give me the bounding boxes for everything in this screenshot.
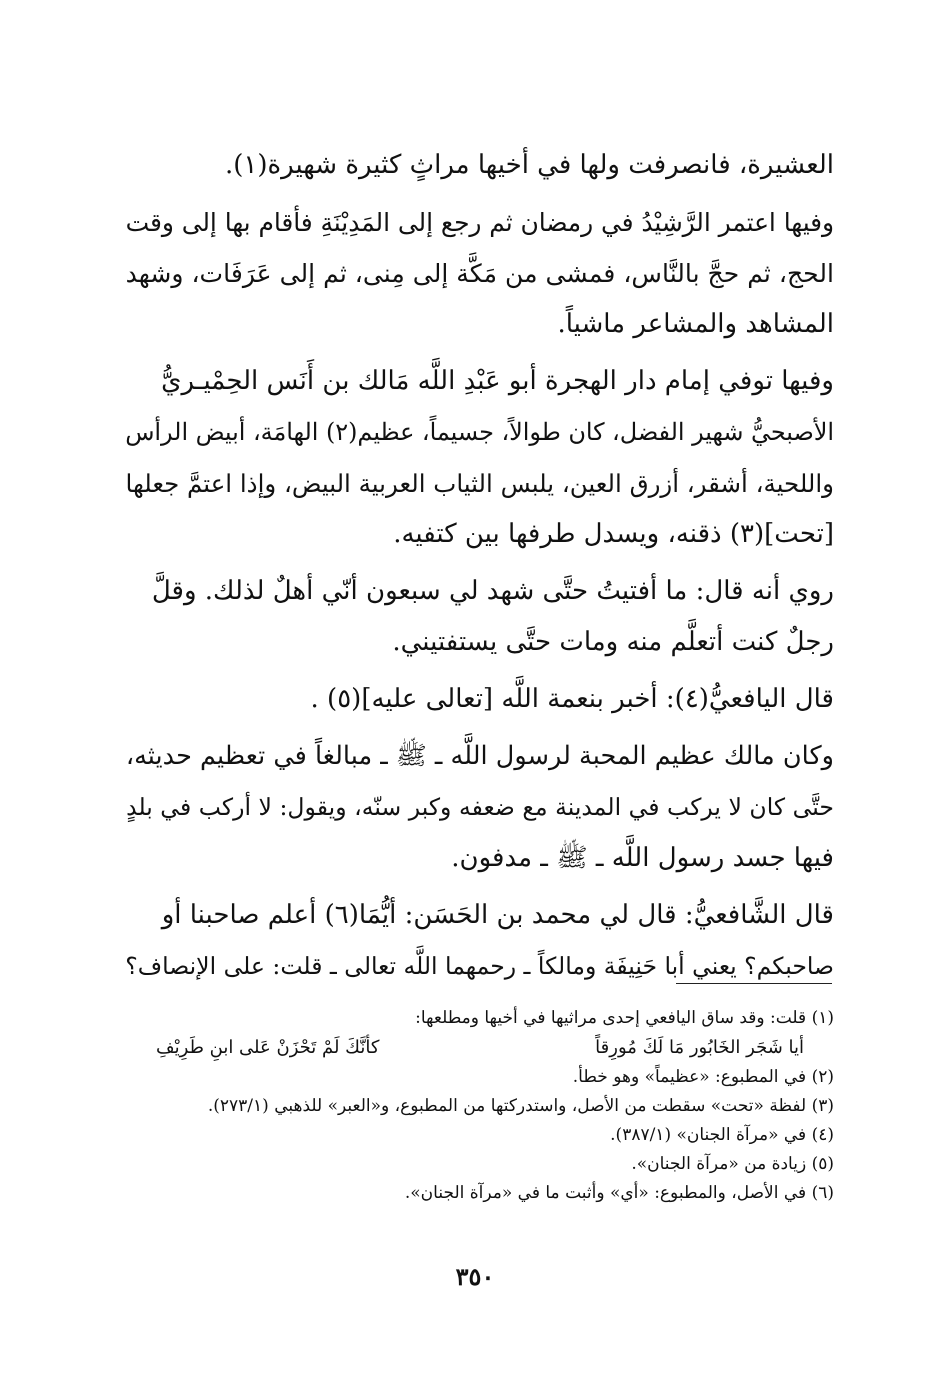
- footnote-2: (٢) في المطبوع: «عظيماً» وهو خطأ.: [572, 1067, 834, 1087]
- paragraph-1: [118, 140, 834, 191]
- paragraph-7: [118, 890, 834, 992]
- text-line: العشيرة، فانصرفت ولها في أخيها مراثٍ كثيرة شهيرة(١).: [224, 150, 834, 180]
- paragraph-2: [118, 197, 834, 350]
- footnote-separator: [676, 983, 832, 984]
- text-line: وفيها اعتمر الرَّشِيْدُ في رمضان ثم رجع إلى المَدِيْنَةِ فأقام بها إلى وقت: [125, 208, 834, 237]
- text-line: فيها جسد رسول اللَّه ـ ﷺ ـ مدفون.: [451, 843, 834, 873]
- footnote-3: (٣) لفظة «تحت» سقطت من الأصل، واستدركتها من المطبوع، و«العبر» للذهبي (٢٧٣/١).: [207, 1096, 834, 1116]
- verse-second-hemistich: كأنَّكَ لَمْ تَحْزَنْ عَلى ابنِ طَرِيْفِ: [156, 1037, 380, 1058]
- text-line: المشاهد والمشاعر ماشياً.: [557, 309, 834, 339]
- footnotes: [126, 1004, 834, 1208]
- text-line: الأصبحيُّ شهير الفضل، كان طوالاً، جسيماً، عظيم(٢) الهامَة، أبيض الرأس: [125, 418, 834, 446]
- text-line: رجلٌ كنت أتعلَّم منه ومات حتَّى يستفتيني.: [392, 627, 834, 657]
- paragraph-4: [118, 566, 834, 668]
- text-line: واللحية، أشقر، أزرق العين، يلبس الثياب العربية البيض، وإذا اعتمَّ جعلها: [125, 469, 834, 498]
- text-line: روي أنه قال: ما أفتيتُ حتَّى شهد لي سبعون أنّي أهلٌ لذلك. وقلَّ: [151, 576, 834, 606]
- text-line: صاحبكم؟ يعني أبا حَنِيفَة ومالكاً ـ رحمهما اللَّه تعالى ـ قلت: على الإنصاف؟: [125, 952, 834, 980]
- footnote-4: (٤) في «مرآة الجنان» (٣٨٧/١).: [610, 1125, 834, 1145]
- paragraph-5: [118, 674, 834, 725]
- text-line: قال اليافعيُّ(٤): أخبر بنعمة اللَّه [تعالى عليه](٥) .: [310, 684, 834, 714]
- footnote-1: (١) قلت: وقد ساق اليافعي إحدى مراثيها في أخيها ومطلعها:: [415, 1008, 834, 1028]
- poem-verse: [126, 1033, 834, 1063]
- text-line: قال الشَّافعيُّ: قال لي محمد بن الحَسَن: أيُّمَا(٦) أعلم صاحبنا أو: [161, 900, 834, 930]
- text-line: الحج، ثم حجَّ بالنَّاس، فمشى من مَكَّة إلى مِنى، ثم إلى عَرَفَات، وشهد: [125, 259, 834, 288]
- main-text: [118, 140, 834, 998]
- paragraph-6: [118, 731, 834, 884]
- text-line: حتَّى كان لا يركب في المدينة مع ضعفه وكبر سنّه، ويقول: لا أركب في بلدٍ: [126, 793, 834, 821]
- text-line: وفيها توفي إمام دار الهجرة أبو عَبْدِ اللَّه مَالك بن أَنَس الحِمْيـريُّ: [161, 366, 834, 396]
- footnote-6: (٦) في الأصل، والمطبوع: «أي» وأثبت ما في «مرآة الجنان».: [404, 1183, 834, 1203]
- text-line: [تحت](٣) ذقنه، ويسدل طرفها بين كتفيه.: [393, 519, 834, 549]
- footnote-5: (٥) زيادة من «مرآة الجنان».: [631, 1154, 834, 1174]
- text-line: وكان مالك عظيم المحبة لرسول اللَّه ـ ﷺ ـ مبالغاً في تعظيم حديثه،: [125, 741, 834, 771]
- paragraph-3: [118, 356, 834, 560]
- verse-first-hemistich: أيا شَجَر الخَابُور مَا لَكَ مُورِقاً: [595, 1037, 804, 1058]
- page-number: ٣٥٠: [455, 1262, 495, 1291]
